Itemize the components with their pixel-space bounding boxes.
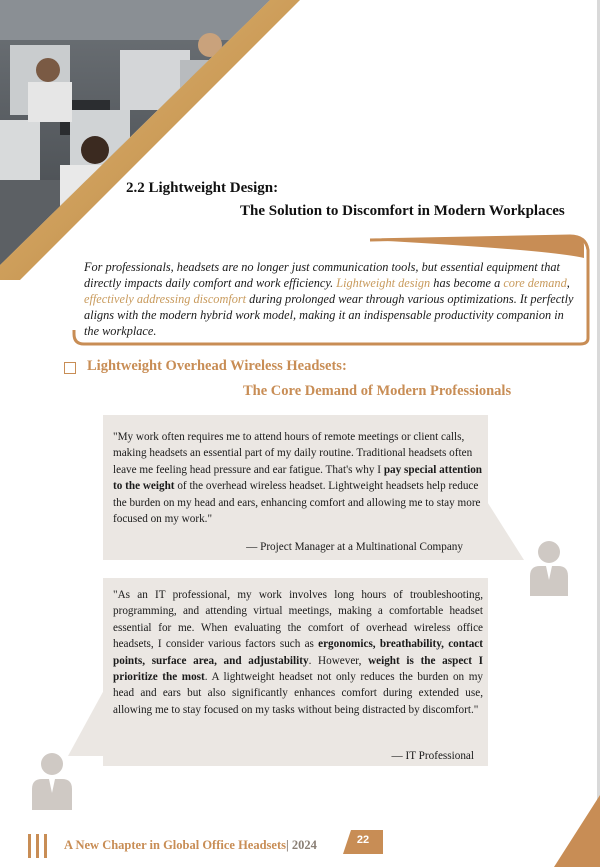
quote-box-project-manager <box>103 415 488 560</box>
quote-attribution: — IT Professional <box>391 750 474 762</box>
quote-text <box>113 429 483 527</box>
footer-year: | 2024 <box>285 838 317 852</box>
corner-gold-triangle <box>554 795 600 867</box>
section-number-title: 2.2 Lightweight Design: <box>126 180 279 196</box>
footer-title <box>64 838 317 853</box>
person-icon <box>30 752 74 810</box>
section-subtitle: The Solution to Discomfort in Modern Workplaces <box>240 203 565 219</box>
section-heading: Lightweight Overhead Wireless Headsets: <box>87 358 347 374</box>
page-number: 22 <box>356 834 370 846</box>
quote-text-part: "My work often requires me to attend hours of remote meetings or client calls, making headsets an essential part of my daily routine. Traditional headsets often leave me feeling head pressure and ear fatigue. That's why I <box>113 431 473 476</box>
quote-emphasis: weight is the aspect I prioritize the most <box>113 654 483 684</box>
intro-text-4: during prolonged wear through various optimizations. It perfectly aligns with the modern hybrid work model, making it an indispensable productivity companion in the workplace. <box>84 292 574 338</box>
quote-text-part: . A lightweight headset not only reduces the burden on my head and ears but also significantly enhances comfort during extended use, allowing me to stay focused on my tasks without being distracted by discomfort." <box>113 671 483 716</box>
intro-text-2: has become a <box>430 276 504 290</box>
highlight-core-demand: core demand <box>503 276 567 290</box>
intro-text-1: For professionals, headsets are no longer just communication tools, but essential equipment that directly impacts daily comfort and work efficiency. <box>84 260 560 290</box>
quote-text-part: of the overhead wireless headset. Lightweight headsets help reduce the burden on my head and ears, enhancing comfort and allowing me to stay more focused on my work." <box>113 480 481 526</box>
highlight-addressing-discomfort: effectively addressing discomfort <box>84 292 247 306</box>
highlight-lightweight-design: Lightweight design <box>336 276 431 290</box>
speech-tail-right <box>486 500 526 562</box>
section-subheading: The Core Demand of Modern Professionals <box>243 383 512 399</box>
quote-emphasis: ergonomics, breathability, contact points, surface area, and adjustability <box>113 638 483 667</box>
footer-title-text: A New Chapter in Global Office Headsets <box>64 838 286 852</box>
footer-bars-icon <box>28 834 50 858</box>
speech-tail-left <box>66 690 106 756</box>
intro-paragraph <box>84 259 580 339</box>
page-number-badge <box>343 830 383 854</box>
person-icon <box>528 540 570 596</box>
quote-attribution: — Project Manager at a Multinational Company <box>246 541 463 553</box>
quote-text <box>113 587 483 718</box>
quote-emphasis: pay special attention to the weight <box>113 463 483 493</box>
square-bullet-icon <box>64 362 76 374</box>
intro-text-3: , <box>566 276 570 290</box>
quote-text-part: "As an IT professional, my work involves long hours of troubleshooting, programming, and attending virtual meetings, making a comfortable headset essential for me. When evaluating the comfort of overhead wireless office headsets, I consider various factors such as <box>113 589 483 651</box>
quote-text-part: . However, <box>308 654 369 667</box>
quote-box-it-professional <box>103 578 488 766</box>
